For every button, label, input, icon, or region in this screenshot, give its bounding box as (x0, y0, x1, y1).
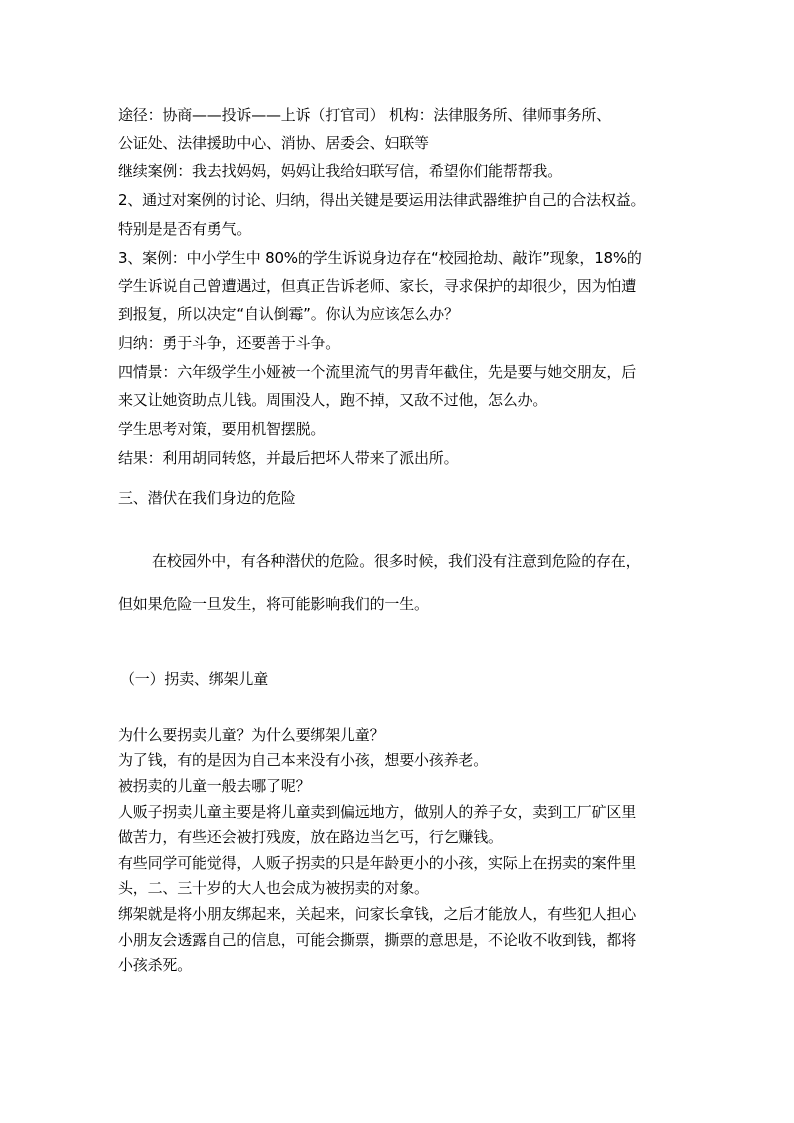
text-line: 学生诉说自己曾遭遇过，但真正告诉老师、家长，寻求保护的却很少，因为怕遭 (118, 277, 637, 295)
text-line: 2、通过对案例的讨论、归纳，得出关键是要运用法律武器维护自己的合法权益。 (118, 191, 646, 209)
text-line: 做苦力，有些还会被打残废，放在路边当乞丐，行乞赚钱。 (118, 828, 503, 846)
text-line: 归纳：勇于斗争，还要善于斗争。 (118, 334, 341, 352)
text-line: 学生思考对策，要用机智摆脱。 (118, 420, 326, 438)
text-line: 特别是是否有勇气。 (118, 220, 252, 238)
text-line: 为什么要拐卖儿童？为什么要绑架儿童？ (118, 726, 385, 744)
text-line: 人贩子拐卖儿童主要是将儿童卖到偏远地方，做别人的养子女，卖到工厂矿区里 (118, 803, 637, 821)
section-title: 三、潜伏在我们身边的危险 (118, 489, 296, 507)
text-line: 结果：利用胡同转悠，并最后把坏人带来了派出所。 (118, 449, 459, 467)
intro-line: 但如果危险一旦发生，将可能影响我们的一生。 (118, 595, 429, 613)
text-line: 公证处、法律援助中心、消协、居委会、妇联等 (118, 134, 429, 152)
intro-line: 在校园外中，有各种潜伏的危险。很多时候，我们没有注意到危险的存在， (152, 552, 641, 570)
text-line: 有些同学可能觉得，人贩子拐卖的只是年龄更小的小孩，实际上在拐卖的案件里 (118, 854, 637, 872)
text-line: 小朋友会透露自己的信息，可能会撕票，撕票的意思是，不论收不收到钱，都将 (118, 931, 637, 949)
sub-title: （一）拐卖、绑架儿童 (120, 670, 269, 688)
text-line: 继续案例：我去找妈妈，妈妈让我给妇联写信，希望你们能帮帮我。 (118, 162, 563, 180)
text-line: 来又让她资助点儿钱。周围没人，跑不掉，又敌不过他，怎么办。 (118, 391, 548, 409)
text-line: 为了钱，有的是因为自己本来没有小孩，想要小孩养老。 (118, 751, 489, 769)
text-line: 绑架就是将小朋友绑起来，关起来，问家长拿钱，之后才能放人，有些犯人担心 (118, 905, 637, 923)
text-line: 途径：协商——投诉——上诉（打官司） 机构：法律服务所、律师事务所、 (118, 106, 611, 124)
text-line: 3、案例：中小学生中 80%的学生诉说身边存在“校园抢劫、敲诈”现象，18%的 (118, 249, 642, 267)
text-line: 被拐卖的儿童一般去哪了呢？ (118, 777, 311, 795)
text-line: 到报复，所以决定“自认倒霉”。你认为应该怎么办？ (118, 305, 459, 323)
text-line: 小孩杀死。 (118, 956, 193, 974)
text-line: 头，二、三十岁的大人也会成为被拐卖的对象。 (118, 879, 429, 897)
text-line: 四情景：六年级学生小娅被一个流里流气的男青年截住，先是要与她交朋友，后 (118, 363, 637, 381)
